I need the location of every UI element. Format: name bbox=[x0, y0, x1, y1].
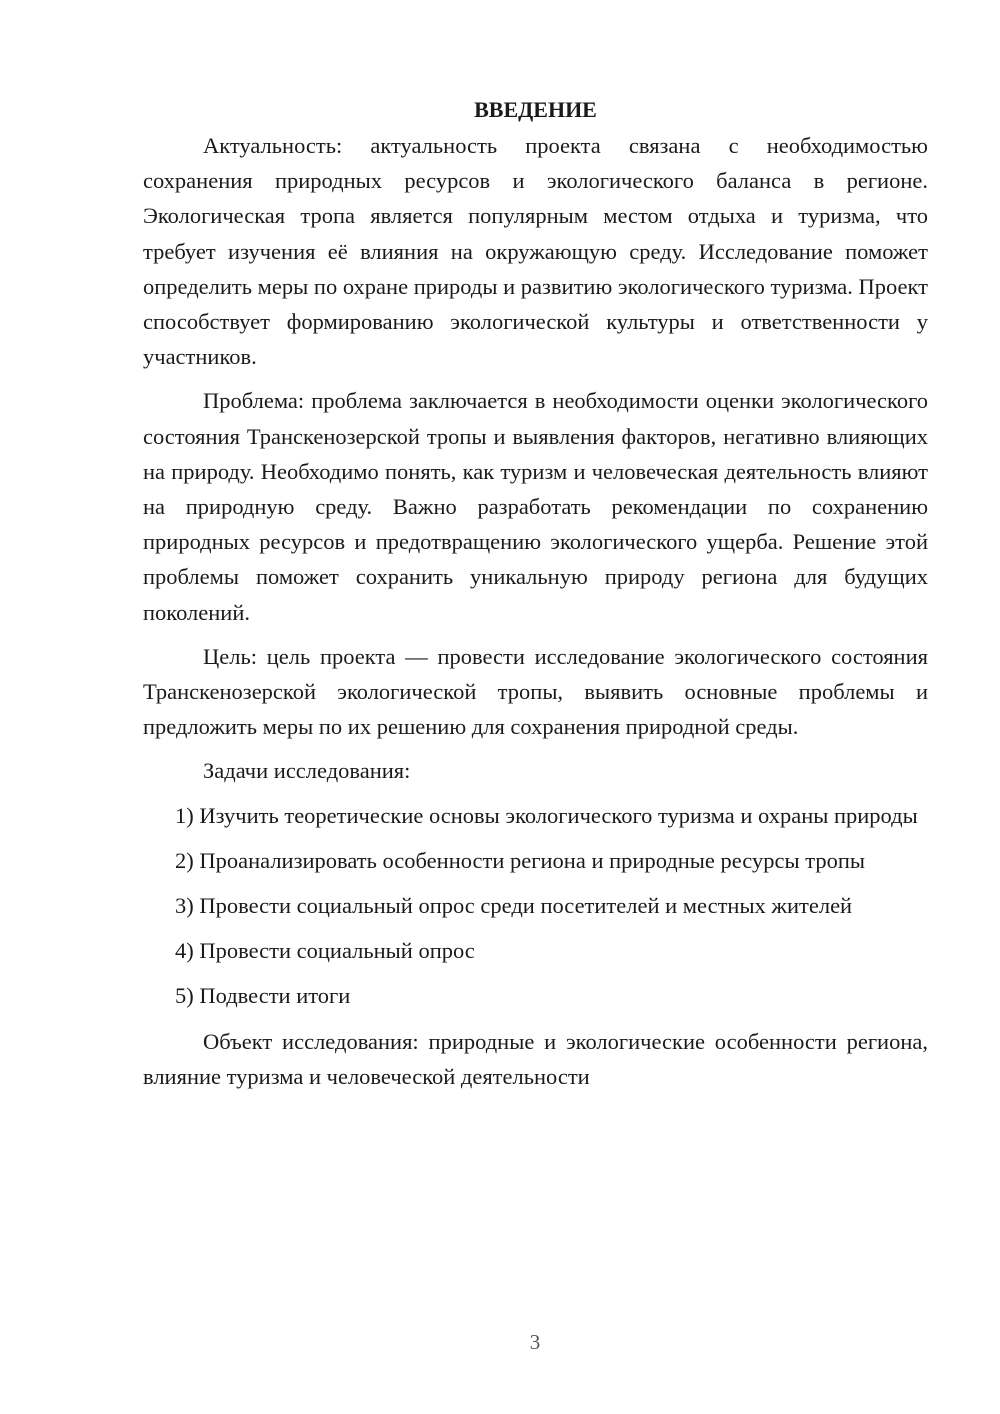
page-number: 3 bbox=[529, 1330, 541, 1354]
goal-paragraph: Цель: цель проекта — провести исследование экологического состояния Транскенозерской экологической тропы, выявить основные проблемы и предложить меры по их решению для сохранения природной среды. bbox=[143, 643, 928, 740]
task-item-3: 3) Провести социальный опрос среди посетителей и местных жителей bbox=[175, 893, 853, 919]
task-item-2: 2) Проанализировать особенности региона и природные ресурсы тропы bbox=[175, 847, 865, 873]
task-item-4: 4) Провести социальный опрос bbox=[175, 938, 475, 964]
object-paragraph: Объект исследования: природные и экологические особенности региона, влияние туризма и человеческой деятельности bbox=[143, 1028, 928, 1089]
task-item-1: 1) Изучить теоретические основы экологического туризма и охраны природы bbox=[175, 802, 918, 828]
document-page bbox=[143, 92, 928, 1103]
section-title: ВВЕДЕНИЕ bbox=[474, 97, 597, 122]
relevance-paragraph: Актуальность: актуальность проекта связана с необходимостью сохранения природных ресурсов и экологического баланса в регионе. Экологическая тропа является популярным местом отдыха и туризма, что требует изучения её влияния на окружающую среду. Исследование поможет определить меры по охране природы и развитию экологического туризма. Проект способствует формированию экологической культуры и ответственности у участников. bbox=[143, 133, 928, 370]
problem-paragraph: Проблема: проблема заключается в необходимости оценки экологического состояния Транскенозерской тропы и выявления факторов, негативно влияющих на природу. Необходимо понять, как туризм и человеческая деятельность влияют на природную среду. Важно разработать рекомендации по сохранению природных ресурсов и предотвращению экологического ущерба. Решение этой проблемы поможет сохранить уникальную природу региона для будущих поколений. bbox=[143, 388, 928, 625]
tasks-heading: Задачи исследования: bbox=[203, 758, 411, 784]
task-item-5: 5) Подвести итоги bbox=[175, 983, 351, 1009]
